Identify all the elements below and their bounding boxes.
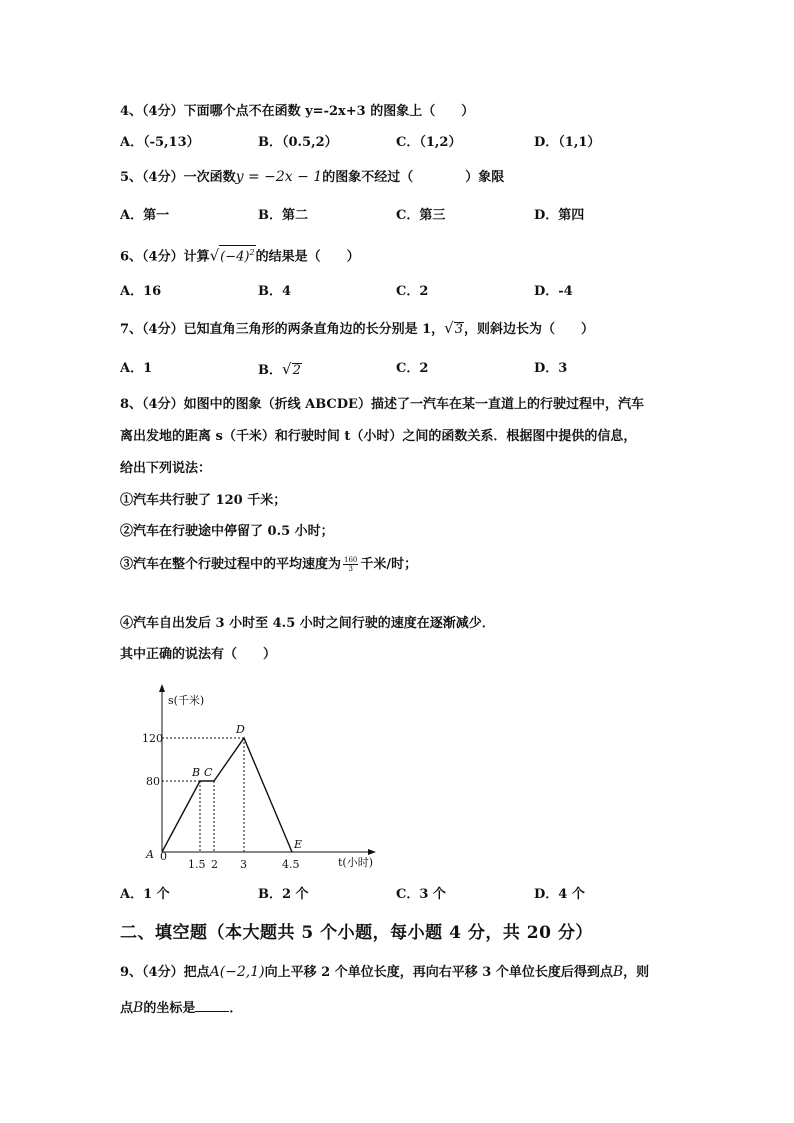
x-tick-2: 2 <box>211 858 218 871</box>
q8-statement-3-text: ③汽车在整个行驶过程中的平均速度为 <box>120 557 342 572</box>
y-tick-80: 80 <box>146 775 160 788</box>
q5-option-d: D．第四 <box>534 208 585 223</box>
q6-stem-prefix: 6、（4分）计算 <box>120 249 210 265</box>
q9-prefix: 9、（4分）把点 <box>120 965 210 980</box>
x-tick-1-5: 1.5 <box>188 858 206 871</box>
section-2-heading: 二、填空题（本大题共 5 个小题，每小题 4 分，共 20 分） <box>120 923 593 943</box>
q7-sqrt-expression: √3 <box>444 319 464 337</box>
point-b-label: B <box>192 766 201 779</box>
q8-option-a: A．1 个 <box>120 887 170 902</box>
q4-option-d: D．（1,1） <box>534 135 601 150</box>
q6-option-d: D．-4 <box>534 284 573 299</box>
q5-formula: y = −2x − 1 <box>235 169 323 185</box>
q8-statement-2: ②汽车在行驶途中停留了 0.5 小时； <box>120 524 334 539</box>
q5-stem-prefix: 5、（4分）一次函数 <box>120 170 236 185</box>
q8-fraction-denominator: 3 <box>348 565 353 573</box>
q5-option-a: A．第一 <box>120 208 170 223</box>
q7-stem-suffix: ，则斜边长为（ ） <box>464 322 595 337</box>
q6-option-b: B．4 <box>258 284 292 299</box>
q8-option-b: B．2 个 <box>258 887 309 902</box>
q4-option-a: A．（-5,13） <box>120 135 200 150</box>
question-8-line-3: 给出下列说法： <box>120 461 212 476</box>
q9-line2-prefix: 点 <box>120 1001 134 1016</box>
q5-option-b: B．第二 <box>258 208 308 223</box>
q4-option-b: B．（0.5,2） <box>258 135 338 150</box>
q7-option-b-label: B． <box>258 363 282 378</box>
q9-line2-suffix: 的坐标是 <box>143 1001 196 1016</box>
q5-option-c: C．第三 <box>396 208 446 223</box>
q9-point-a: A(−2,1) <box>209 964 265 980</box>
q8-closing: 其中正确的说法有（ ） <box>120 647 277 662</box>
q6-stem-suffix: 的结果是（ ） <box>255 249 360 265</box>
q4-option-c: C．（1,2） <box>396 135 462 150</box>
y-axis-label: s(千米) <box>168 694 205 707</box>
point-d-label: D <box>236 723 245 736</box>
q9-point-b: B <box>612 964 624 980</box>
y-tick-120: 120 <box>142 732 163 745</box>
q8-speed-fraction <box>343 556 358 573</box>
q6-exponent: 2 <box>249 248 255 257</box>
question-9-line-2 <box>120 999 242 1018</box>
answer-blank[interactable] <box>195 999 229 1012</box>
point-a-label: A <box>146 848 154 861</box>
q7-option-d: D．3 <box>534 361 568 376</box>
q8-statement-3-suffix: 千米/时； <box>360 557 418 572</box>
route-polyline <box>162 738 292 852</box>
question-6-stem <box>120 245 360 266</box>
question-7-stem <box>120 319 594 339</box>
q8-option-c: C．3 个 <box>396 887 446 902</box>
distance-time-graph <box>130 680 390 880</box>
q8-statement-4: ④汽车自出发后 3 小时至 4.5 小时之间行驶的速度在逐渐减少． <box>120 616 495 631</box>
q8-option-d: D．4 个 <box>534 887 585 902</box>
q6-option-c: C．2 <box>396 284 429 299</box>
q7-option-b-sqrt: √2 <box>282 360 301 378</box>
origin-label: 0 <box>160 850 167 863</box>
q7-stem-prefix: 7、（4分）已知直角三角形的两条直角边的长分别是 1， <box>120 322 445 337</box>
question-8-line-1: 8、（4分）如图中的图象（折线 ABCDE）描述了一汽车在某一直道上的行驶过程中，汽车 <box>120 397 644 412</box>
q7-option-a: A．1 <box>120 361 153 376</box>
x-axis-arrow <box>368 849 376 855</box>
q9-line1-suffix: 向上平移 2 个单位长度，再向右平移 3 个单位长度后得到点 <box>264 965 613 980</box>
question-8-line-2: 离出发地的距离 s（千米）和行驶时间 t（小时）之间的函数关系．根据图中提供的信息， <box>120 429 637 444</box>
q7-option-b-radicand: 2 <box>292 363 301 378</box>
q9-line1-end: ，则 <box>623 965 650 980</box>
y-axis-arrow <box>159 684 165 692</box>
q7-option-c: C．2 <box>396 361 429 376</box>
question-4-stem: 4、（4分）下面哪个点不在函数 y=-2x+3 的图象上（ ） <box>120 104 475 119</box>
q7-radicand: 3 <box>454 322 464 337</box>
q7-option-b <box>258 360 302 380</box>
q9-point-b-2: B <box>133 1000 144 1016</box>
q6-radicand: (−4) <box>220 249 250 265</box>
x-tick-4-5: 4.5 <box>282 858 300 871</box>
question-9-line-1 <box>120 963 649 982</box>
q6-sqrt-expression: $√(-4)^2$ <box>209 246 255 265</box>
point-c-label: C <box>204 766 213 779</box>
q8-fraction-numerator: 160 <box>344 556 358 564</box>
x-tick-3: 3 <box>240 858 247 871</box>
q8-statement-3 <box>120 556 417 574</box>
question-5-stem <box>120 168 504 187</box>
q5-stem-suffix: 的图象不经过（ ）象限 <box>322 170 505 185</box>
x-axis-label: t(小时) <box>338 856 374 869</box>
q6-option-a: A．16 <box>120 284 162 299</box>
q9-line2-end: ． <box>229 1001 243 1016</box>
q8-statement-1: ①汽车共行驶了 120 千米； <box>120 493 287 508</box>
point-e-label: E <box>294 838 303 851</box>
